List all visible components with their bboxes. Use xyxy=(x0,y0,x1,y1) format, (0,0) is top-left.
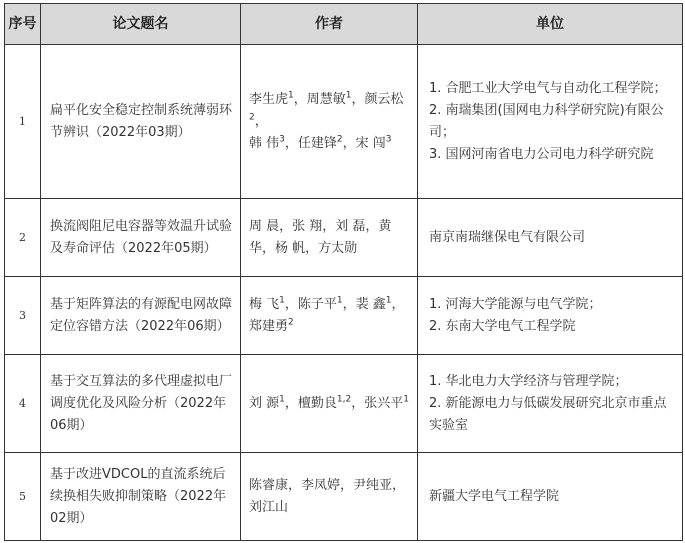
row-index: 2 xyxy=(5,199,41,277)
table-row xyxy=(5,45,683,199)
unit-line: 新疆大学电气工程学院 xyxy=(429,488,560,504)
paper-title: 基于改进VDCOL的直流系统后续换相失败抑制策略（2022年02期） xyxy=(41,453,241,541)
header-index: 序号 xyxy=(5,4,41,45)
table-row xyxy=(5,453,683,541)
paper-authors: 周 晨，张 翔，刘 磊，黄 华，杨 帆，方太勋 xyxy=(241,199,418,277)
paper-units xyxy=(418,45,683,199)
paper-units xyxy=(418,355,683,453)
table-header-row xyxy=(5,4,683,45)
header-units: 单位 xyxy=(418,4,683,45)
paper-units xyxy=(418,453,683,541)
row-index: 5 xyxy=(5,453,41,541)
paper-authors: 李生虎$^1$，周慧敏$^1$，颜云松$^2$， 韩 伟$^3$，任建锋$^2$，宋 闯$^3$ xyxy=(241,45,418,199)
table-row xyxy=(5,199,683,277)
paper-table xyxy=(4,3,683,541)
row-index: 4 xyxy=(5,355,41,453)
unit-line: 1. 河海大学能源与电气学院； xyxy=(429,296,602,312)
unit-line: 2. 南瑞集团(国网电力科学研究院)有限公司； xyxy=(429,102,664,140)
paper-authors: 陈睿康，李凤婷，尹纯亚，刘江山 xyxy=(241,453,418,541)
paper-authors: 梅 飞$^1$，陈子平$^1$，裴 鑫$^1$，郑建勇$^2$ xyxy=(241,277,418,355)
header-authors: 作者 xyxy=(241,4,418,45)
unit-line: 1. 华北电力大学经济与管理学院； xyxy=(429,373,628,389)
row-index: 3 xyxy=(5,277,41,355)
paper-title: 扁平化安全稳定控制系统薄弱环节辨识（2022年03期） xyxy=(41,45,241,199)
unit-line: 2. 新能源电力与低碳发展研究北京市重点实验室 xyxy=(429,395,667,433)
paper-title: 基于交互算法的多代理虚拟电厂调度优化及风险分析（2022年06期） xyxy=(41,355,241,453)
table-row xyxy=(5,277,683,355)
paper-title: 基于矩阵算法的有源配电网故障定位容错方法（2022年06期） xyxy=(41,277,241,355)
header-title: 论文题名 xyxy=(41,4,241,45)
paper-authors: 刘 源$^1$，檀勤良$^{1,2}$，张兴平$^1$ xyxy=(241,355,418,453)
unit-line: 3. 国网河南省电力公司电力科学研究院 xyxy=(429,146,654,162)
unit-line: 1. 合肥工业大学电气与自动化工程学院； xyxy=(429,80,667,96)
paper-units xyxy=(418,277,683,355)
unit-line: 南京南瑞继保电气有限公司 xyxy=(429,229,586,245)
unit-line: 2. 东南大学电气工程学院 xyxy=(429,318,576,334)
paper-units xyxy=(418,199,683,277)
paper-title: 换流阀阻尼电容器等效温升试验及寿命评估（2022年05期） xyxy=(41,199,241,277)
table-row xyxy=(5,355,683,453)
row-index: 1 xyxy=(5,45,41,199)
